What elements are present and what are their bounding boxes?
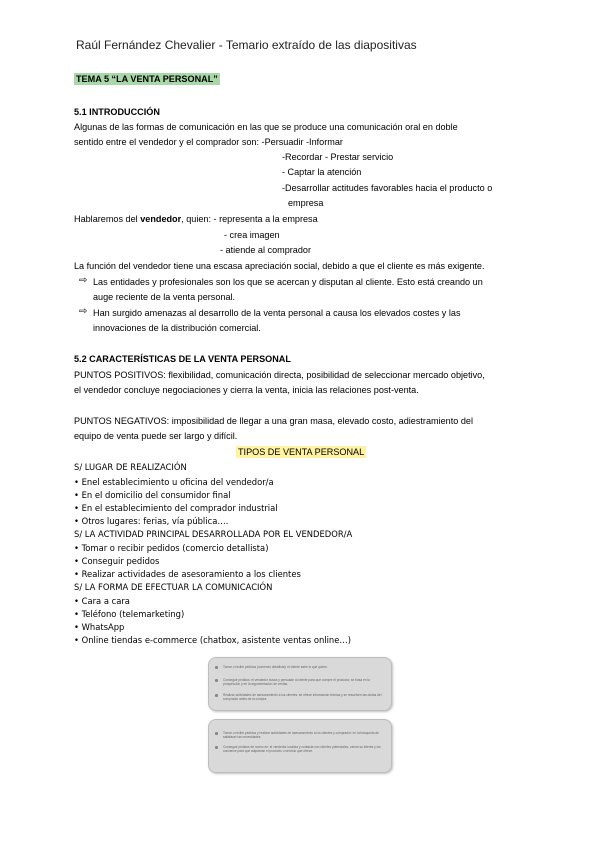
arrow-icon: ⇨ (79, 275, 88, 286)
list-item: • Enel establecimiento u oficina del vendedor/a (74, 477, 274, 487)
arrow-item-1a: Las entidades y profesionales son los que se acercan y disputan al cliente. Esto está creando un (93, 277, 483, 287)
bullet-icon (215, 746, 218, 749)
vendedor-line-2: - crea imagen (224, 230, 280, 240)
list-item: • En el domicilio del consumidor final (74, 490, 231, 500)
bullet-icon (215, 679, 218, 682)
positive-line-1: PUNTOS POSITIVOS: flexibilidad, comunicación directa, posibilidad de seleccionar mercado objetivo, (74, 370, 485, 380)
slide-2-text-2: Conseguir pedidos de nuevo en: el vendedor localiza y contacta con clientes potenciales, valora su interés y los convence para que adquieran el producto o servicio que ofrece. (223, 745, 381, 753)
bullet-icon (215, 694, 218, 697)
slide-2-text-1: Tomar o recibir pedidos y realizar actividades de asesoramiento a los clientes y comprador: en la búsqueda de satisfacer las necesidades. (223, 731, 379, 739)
list-item: • Realizar actividades de asesoramiento a los clientes (74, 569, 301, 579)
vendedor-post: , quien: - representa a la empresa (181, 214, 318, 224)
section-2-title: 5.2 CARACTERÍSTICAS DE LA VENTA PERSONAL (74, 354, 291, 364)
slide-image-2 (208, 719, 392, 773)
list-item: • Teléfono (telemarketing) (74, 609, 185, 619)
negative-line-2: equipo de venta puede ser largo y difícil. (74, 431, 238, 441)
tema-title (74, 73, 220, 85)
intro-line-6: empresa (288, 198, 324, 208)
arrow-item-2a: Han surgido amenazas al desarrollo de la venta personal a causa los elevados costes y las (93, 308, 461, 318)
tema-title-text: TEMA 5 “LA VENTA PERSONAL” (76, 74, 218, 84)
intro-line-5: -Desarrollar actitudes favorables hacia el producto o (282, 183, 493, 193)
bullet-icon (215, 666, 218, 669)
list-item: • WhatsApp (74, 622, 125, 632)
slide-image-1 (208, 657, 392, 711)
arrow-item-1b: auge reciente de la venta personal. (93, 292, 236, 302)
arrow-item-2b: innovaciones de la distribución comercial. (93, 323, 261, 333)
lugar-title: S/ LUGAR DE REALIZACIÓN (74, 462, 187, 472)
tipos-heading (236, 446, 366, 458)
actividad-title: S/ LA ACTIVIDAD PRINCIPAL DESARROLLADA POR EL VENDEDOR/A (74, 529, 353, 539)
list-item: • Tomar o recibir pedidos (comercio detallista) (74, 543, 269, 553)
vendedor-pre: Hablaremos del (74, 214, 141, 224)
section-1-title: 5.1 INTRODUCCIÓN (74, 107, 160, 117)
list-item: • Online tiendas e-commerce (chatbox, asistente ventas online…) (74, 635, 352, 645)
intro-line-1: Algunas de las formas de comunicación en las que se produce una comunicación oral en doble (74, 122, 458, 132)
slide-1-text-1: Tomar o recibir pedidos (comercio detallista): el cliente sabe lo que quiere. (223, 665, 328, 669)
forma-title: S/ LA FORMA DE EFECTUAR LA COMUNICACIÓN (74, 582, 273, 592)
arrow-icon: ⇨ (79, 306, 88, 317)
document-header: Raúl Fernández Chevalier - Temario extraído de las diapositivas (76, 38, 417, 52)
intro-line-3: -Recordar - Prestar servicio (282, 152, 394, 162)
bullet-icon (215, 732, 218, 735)
intro-line-4: - Captar la atención (282, 167, 362, 177)
vendedor-line (74, 213, 318, 225)
vendedor-line-3: - atiende al comprador (220, 245, 311, 255)
intro-line-2: sentido entre el vendedor y el comprador son: -Persuadir -Informar (74, 137, 343, 147)
list-item: • Cara a cara (74, 596, 130, 606)
function-paragraph: La función del vendedor tiene una escasa apreciación social, debido a que el cliente es más exigente. (74, 261, 485, 271)
slide-1-text-2: Conseguir pedidos: el vendedor busca y persuade al cliente para que compre el producto; se basa en la prospección y en la argumentación de ventas. (223, 678, 370, 686)
slide-1-text-3: Realizar actividades de asesoramiento a los clientes: se ofrece información técnica y se resuelven las dudas del comprador antes de la compra. (223, 693, 382, 701)
positive-line-2: el vendedor concluye negociaciones y cierra la venta, inicia las relaciones post-venta. (74, 385, 419, 395)
negative-line-1: PUNTOS NEGATIVOS: imposibilidad de llegar a una gran masa, elevado costo, adiestramiento del (74, 416, 473, 426)
list-item: • Otros lugares: ferias, vía pública…. (74, 516, 229, 526)
vendedor-bold: vendedor (140, 214, 182, 224)
tipos-heading-text: TIPOS DE VENTA PERSONAL (238, 447, 365, 457)
list-item: • Conseguir pedidos (74, 556, 160, 566)
list-item: • En el establecimiento del comprador industrial (74, 503, 278, 513)
